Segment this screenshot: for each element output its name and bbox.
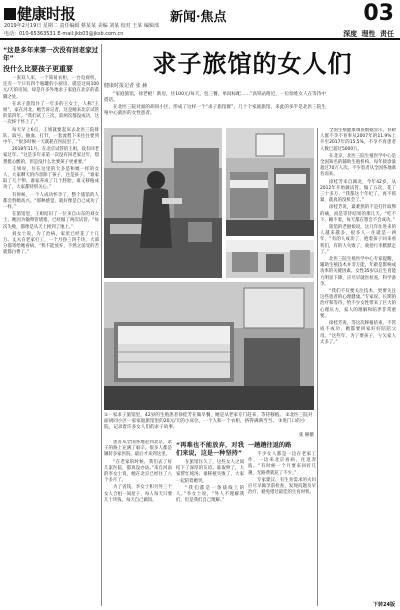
paragraph: 徐桂芳说，最难熬的不是打针取卵的痛，而是等待结果的那几天，“吃不下、睡不着，每天都在想会不会成功。”: [320, 205, 396, 223]
section-tagline: 深度 理性 责任: [343, 30, 394, 38]
paragraph: “家庭旅馆，徐老板！新房，住100元/每天，包三餐，单间标配……”高铁站附近，一位徐姓女人在等待中搭话。: [104, 92, 326, 104]
paragraph: 不少女人都是一边在老家工作，一边来北京看病，往返奔波。“有时候一个月要来回好几趟，光路费就花了不少。”: [248, 452, 316, 476]
photo-hostel-room-image: [226, 128, 314, 236]
header-rule: [0, 38, 400, 40]
paragraph: 王姐说，住在这里的大多是和她一样的女人，大家聊天的内容除了孩子，还是孩子。“谁家取了几个卵，谁家养成了几个胚胎，谁又移植成功了，大家都特别关心。”: [3, 166, 99, 191]
paragraph: 每天早上6点，王姐就要起床去北医三院排队，取号、抽血、打针，一套流程下来往往要到中午。“很多时候一天就耗在医院里了。”: [3, 127, 99, 146]
newspaper-logo: [4, 3, 75, 24]
paragraph: 一张双人床，一个简易衣柜，一台电视机，还有一个只有四个瓶罐的小厨房，就是这间100元/天的房间，却是许多外地求子家庭在北京的落脚之处。: [3, 76, 99, 100]
photo-courtyard: [226, 240, 314, 278]
paragraph: 在北京，北医三院生殖医学中心是全国知名的辅助生殖机构，每年接诊量超过70万人次。不少患者从全国各地慕名而来。: [320, 153, 396, 178]
paragraph: 专家建议，有生育需求的夫妇应尽早做孕前检查，发现问题及早治疗，避免错过最佳的生育时机。: [248, 477, 316, 496]
paragraph: 在北医三院对面的胡同小区，形成了这样一个“求子旅馆群”，几十个家庭旅馆，来此的多半是北医三院生殖中心就医的女性患者。: [104, 104, 326, 117]
photo-kitchen: [104, 128, 222, 278]
paragraph: “在老家的时候，我们去了好几家医院，都说没办法。”来自河南的李女士说，她在北京已经住了八个多月了。: [104, 459, 172, 484]
photo-hostel-room: [226, 128, 314, 236]
photo-caption: ②北医三院对面胡同小区一家家庭旅馆里的20元/天的小床位，一个人和一个衣柜，挤得满满当当。: [104, 413, 313, 425]
paragraph: 2018年11月，在北京试管的王姐，没有回老家过年。“这是多年来第一次没有回老家过年，想想挺心酸的，但是没什么比要孩子更重要。”: [3, 147, 99, 165]
logo-text: 健康时报: [17, 5, 76, 23]
article-lead: [104, 92, 326, 118]
paragraph: 为了省钱，李女士和另外三个女人合租一间屋子，每人每天只要几十块钱，每天自己做饭。: [104, 485, 172, 503]
right-column-body: [320, 128, 396, 606]
paragraph: 徐桂芳来自湖北，今年42岁，从2012年开始做试管，做了五次，花了三十多万，“我都这个年纪了，再不抓紧，就真的没机会了。”: [320, 179, 396, 204]
continue-note: 下转24版: [373, 602, 395, 608]
column-divider: [317, 128, 318, 606]
paragraph: 有时候，一个人成功怀孕了，整个旅馆的人都会替她高兴。“那种感觉，就好像是自己成功了一样。”: [3, 192, 99, 211]
photo-credit: 张 赫摄: [298, 432, 314, 438]
paragraph: 旅馆的老板娘说，这几年住进来的人越来越多，很多人一住就是一两年，“有的人成功了，抱着孩子回来看我们，有的人失败了，收拾行李默默走了。”: [320, 225, 396, 255]
photo-captions: [104, 413, 314, 439]
bottom-column-a: [104, 440, 172, 606]
left-column-title: “这是多年来第一次没有回老家过年”: [3, 46, 99, 62]
article-headline: 求子旅馆的女人们: [152, 49, 353, 78]
photo-courtyard-image: [226, 240, 314, 278]
paragraph: 北医三院生殖医学中心专家提醒，辅助生殖技术并非万能，年龄是影响成功率的关键因素。女性35岁以后生育能力明显下降，应尽早就医检查，科学备孕。: [320, 257, 396, 287]
left-column-body: [3, 76, 99, 257]
paragraph: “我们都是一条战线上的人。”李女士说，“外人不理解我们，但是我们自己理解。”: [176, 485, 244, 504]
paragraph: 在求子旅馆住了一年多的王女士，人称“王姐”，家在河北。她告诉记者，这是她来北京试管的第四年。“我们试了三次，前两次都没成功，这一次终于怀上了。”: [3, 101, 99, 126]
photo-kitchen-image: [104, 128, 222, 278]
section-subhead: 一趟趟往返的路: [248, 442, 292, 449]
paragraph: 在旅馆里，王姐结识了一位来自山东的刘女士。她因为输卵管堵塞，已经做了两次试管。“每次失败，都像是从天上掉到了地上。”: [3, 212, 99, 230]
page-number: 03: [363, 1, 394, 26]
paragraph: 徐桂芳说，等这次移植结束，不管成不成功，她都要回家好好陪陪父母。“这些年，为了要孩子，亏欠家人太多了。”: [320, 321, 396, 345]
page-header: [0, 0, 400, 40]
photo-caption: ①一家求子旅馆里，42岁的生殖患者徐桂芳在做早餐，她是从老家专门赶来，等待移植。: [104, 413, 284, 418]
article-byline: 健康时报记者 张 赫: [104, 83, 148, 89]
bottom-column-b: [176, 440, 244, 606]
photo-bed-room-image: [104, 282, 314, 410]
paragraph: 刘女士说，为了治病，家里已经花了十几万。丈夫在老家打工，一个月挣三四千块，大部分都寄给她看病。“我不能放弃，不然之前受的苦就都白费了。”: [3, 231, 99, 256]
left-column-subtitle: 没什么比要孩子更重要: [3, 65, 73, 73]
paragraph: 全国生殖健康调查数据显示，育龄人群不孕不育率从2007年的11.9%上升至2017年的15.5%，不孕不育患者人数已超过5000万。: [320, 128, 396, 152]
photo-caption: ③进门口的小院，记录着许多女人们的求子故事。: [104, 419, 306, 431]
left-column-article: [3, 44, 99, 604]
photo-collage: [104, 128, 314, 410]
column-divider: [101, 44, 102, 606]
paragraph: 患者从全国各地赶到北京，求子的路上充满了艰辛。很多人都是辗转多家医院，最后才来到这里。: [104, 440, 172, 458]
logo-mark-icon: [4, 8, 16, 20]
bottom-column-c: [248, 440, 316, 606]
paragraph: “我们不仅要关注技术，更要关注这些患者的心理健康。”专家说，长期的治疗和等待，给不少女性带来了巨大的心理压力，家人的理解和陪伴非常重要。: [320, 289, 396, 319]
photo-bed-room: [104, 282, 314, 410]
section-title: 新闻·焦点: [170, 10, 227, 25]
contact-line: 电话：010-65363531 E-mail:jkb03@jksb.com.cn: [4, 31, 124, 37]
paragraph: 在旅馆住久了，这些女人之间结下了深厚的友谊。谁取卵了，大家帮忙炖汤；谁移植失败了，大家一起陪着她哭。: [176, 460, 244, 484]
section-subhead: “再难也不能放弃，对我们来说，这是一种坚持”: [176, 442, 244, 457]
date-editor-line: 2019年2月19日 星期二 责任编辑 蔡某某 美编 刘某 校对 王某 编辑部: [4, 23, 159, 29]
